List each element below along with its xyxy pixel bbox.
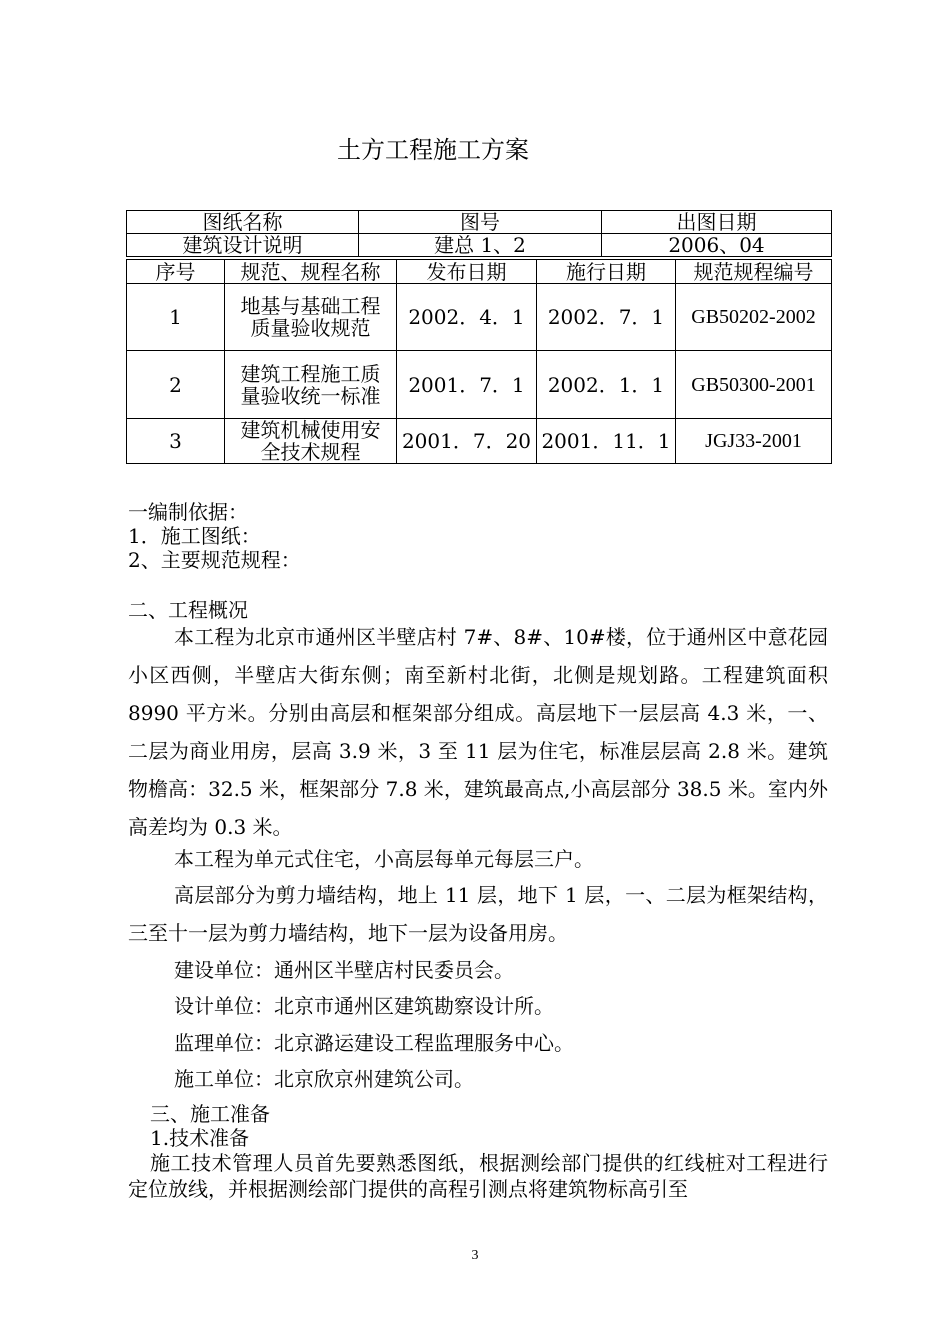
table-cell: 2002．4．1 bbox=[397, 284, 537, 351]
table-row bbox=[127, 284, 832, 351]
subsection-heading: 1.技术准备 bbox=[150, 1126, 250, 1150]
section-heading: 一编制依据： bbox=[128, 500, 248, 524]
table-row bbox=[127, 234, 832, 257]
table-cell: 1 bbox=[127, 284, 225, 351]
table-cell: 建筑机械使用安全技术规程 bbox=[225, 419, 397, 464]
paragraph: 本工程为北京市通州区半壁店村 7#、8#、10#楼，位于通州区中意花园小区西侧，半壁店大街东侧；南至新村北街，北侧是规划路。工程建筑面积 8990 平方米。分别由高层和框架部分组成。高层地下一层层高 4.3 米，一、二层为商业用房，层高 3.9 米，3 至 11 层为住宅，标准层层高 2.8 米。建筑物檐高：32.5 米，框架部分 7.8 米，建筑最高点,小高层部分 38.5 米。室内外高差均为 0.3 米。 bbox=[128, 625, 828, 839]
table-header-cell: 发布日期 bbox=[397, 260, 537, 284]
table-row bbox=[127, 351, 832, 419]
section-heading: 二、工程概况 bbox=[128, 598, 248, 622]
table-cell: 建总 1、2 bbox=[359, 234, 602, 257]
table-cell: 3 bbox=[127, 419, 225, 464]
list-item: 1．施工图纸： bbox=[128, 524, 261, 548]
list-item: 2、主要规范规程： bbox=[128, 548, 301, 572]
paragraph: 施工技术管理人员首先要熟悉图纸，根据测绘部门提供的红线桩对工程进行定位放线，并根据测绘部门提供的高程引测点将建筑物标高引至 bbox=[128, 1151, 828, 1201]
spec-table bbox=[126, 259, 832, 464]
table-cell: 2001．11．1 bbox=[537, 419, 676, 464]
table-header-cell: 规范、规程名称 bbox=[225, 260, 397, 284]
table-header-cell: 序号 bbox=[127, 260, 225, 284]
table-cell: JGJ33-2001 bbox=[676, 419, 832, 464]
table-cell: 2006、04 bbox=[602, 234, 832, 257]
table-header-row bbox=[127, 260, 832, 284]
section-heading: 三、施工准备 bbox=[150, 1102, 270, 1126]
table-header-row bbox=[127, 211, 832, 234]
table-cell: GB50202-2002 bbox=[676, 284, 832, 351]
table-header-cell: 图纸名称 bbox=[127, 211, 359, 234]
page-number: 3 bbox=[471, 1248, 479, 1263]
paragraph: 施工单位：北京欣京州建筑公司。 bbox=[174, 1067, 474, 1091]
paragraph: 建设单位：通州区半壁店村民委员会。 bbox=[174, 958, 514, 982]
table-cell: 2002．1．1 bbox=[537, 351, 676, 419]
table-header-cell: 出图日期 bbox=[602, 211, 832, 234]
table-cell: 2001．7．20 bbox=[397, 419, 537, 464]
paragraph: 本工程为单元式住宅，小高层每单元每层三户。 bbox=[174, 847, 594, 871]
paragraph: 设计单位：北京市通州区建筑勘察设计所。 bbox=[174, 994, 554, 1018]
table-cell: 地基与基础工程质量验收规范 bbox=[225, 284, 397, 351]
table-header-cell: 图号 bbox=[359, 211, 602, 234]
table-cell: GB50300-2001 bbox=[676, 351, 832, 419]
paragraph: 高层部分为剪力墙结构，地上 11 层，地下 1 层，一、二层为框架结构，三至十一层为剪力墙结构，地下一层为设备用房。 bbox=[128, 883, 828, 945]
table-cell: 2 bbox=[127, 351, 225, 419]
table-cell: 建筑工程施工质量验收统一标准 bbox=[225, 351, 397, 419]
table-cell: 2001．7．1 bbox=[397, 351, 537, 419]
table-cell: 2002．7．1 bbox=[537, 284, 676, 351]
table-cell: 建筑设计说明 bbox=[127, 234, 359, 257]
page-title: 土方工程施工方案 bbox=[337, 136, 529, 164]
table-header-cell: 规范规程编号 bbox=[676, 260, 832, 284]
drawing-info-table bbox=[126, 210, 832, 257]
table-row bbox=[127, 419, 832, 464]
paragraph: 监理单位：北京潞运建设工程监理服务中心。 bbox=[174, 1031, 574, 1055]
table-header-cell: 施行日期 bbox=[537, 260, 676, 284]
